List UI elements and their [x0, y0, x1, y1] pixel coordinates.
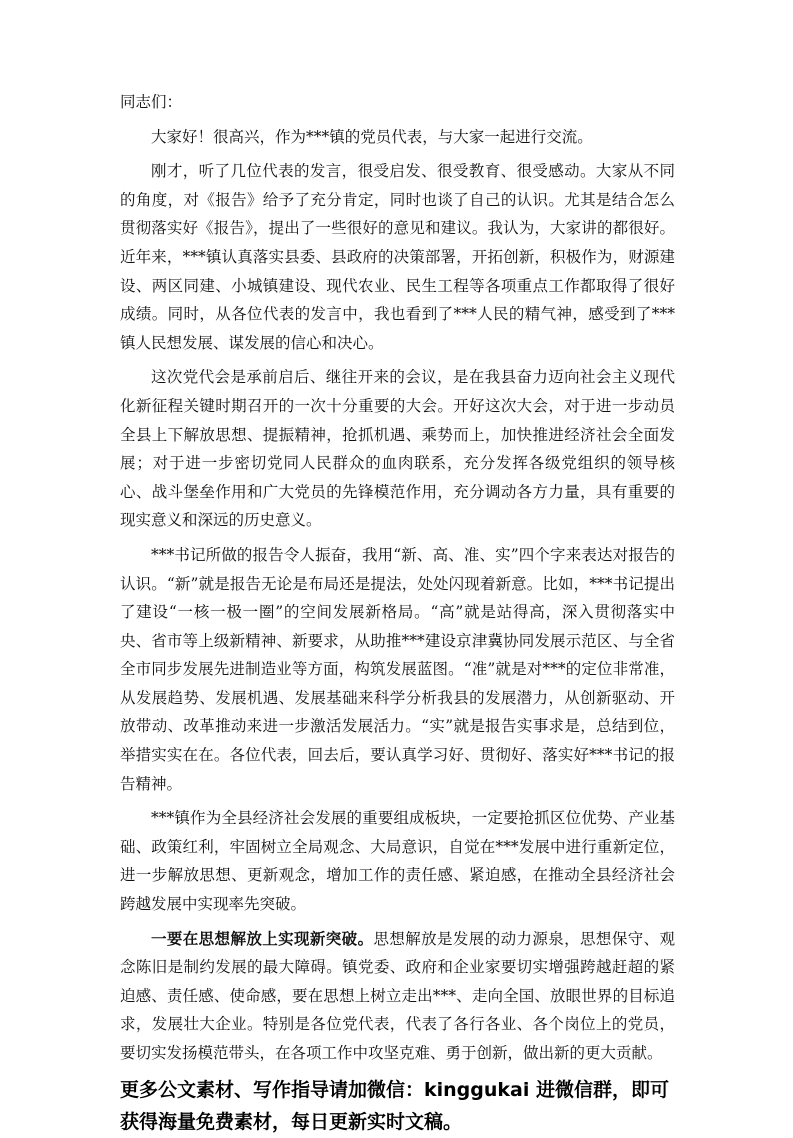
paragraph-greeting [120, 123, 675, 152]
salutation: 同志们： [120, 93, 183, 111]
paragraph-text: 这次党代会是承前启后、继往开来的会议，是在我县奋力迈向社会主义现代化新征程关键时期召开的一次十分重要的大会。开好这次大会，对于进一步动员全县上下解放思想、提振精神，抢抓机遇、乘势而上，加快推进经济社会全面发展；对于进一步密切党同人民群众的血肉联系，充分发挥各级党组织的领导核心、战斗堡垒作用和广大党员的先锋模范作用，充分调动各方力量，具有重要的现实意义和深远的历史意义。 [120, 368, 675, 530]
document-body [120, 88, 675, 1138]
paragraph-text: 思想解放是发展的动力源泉，思想保守、观念陈旧是制约发展的最大障碍。镇党委、政府和企业家要切实增强跨越赶超的紧迫感、责任感、使命感，要在思想上树立走出***、走向全国、放眼世界的目标追求，发展壮大企业。特别是各位党代表，代表了各行各业、各个岗位上的党员，要切实发扬模范带头，在各项工作中攻坚克难、勇于创新，做出新的更大贡献。 [120, 929, 675, 1062]
paragraph-town-role [120, 804, 675, 918]
paragraph-report-review [120, 541, 675, 798]
paragraph-text: 大家好！很高兴，作为***镇的党员代表，与大家一起进行交流。 [151, 127, 593, 146]
paragraph-text: ***书记所做的报告令人振奋，我用“新、高、准、实”四个字来表达对报告的认识。“新”就是报告无论是布局还是提法，处处闪现着新意。比如，***书记提出了建设“一核一极一圈”的空间发展新格局。“高”就是站得高，深入贯彻落实中央、省市等上级新精神、新要求，从助推***建设京津冀协同发展示范区、与全省全市同步发展先进制造业等方面，构筑发展蓝图。“准”就是对***的定位非常准，从发展趋势、发展机遇、发展基础来科学分析我县的发展潜力，从创新驱动、开放带动、改革推动来进一步激活发展活力。“实”就是报告实事求是，总结到位，举措实实在在。各位代表，回去后，要认真学习好、贯彻好、落实好***书记的报告精神。 [120, 545, 675, 793]
paragraph-text: 刚才，听了几位代表的发言，很受启发、很受教育、很受感动。大家从不同的角度，对《报告》给予了充分肯定，同时也谈了自己的认识。尤其是结合怎么贯彻落实好《报告》，提出了一些很好的意见和建议。我认为，大家讲的都很好。近年来，***镇认真落实县委、县政府的决策部署，开拓创新，积极作为，财源建设、两区同建、小城镇建设、现代农业、民生工程等各项重点工作都取得了很好成绩。同时，从各位代表的发言中，我也看到了***人民的精气神，感受到了***镇人民想发展、谋发展的信心和决心。 [120, 162, 675, 352]
paragraph-text: ***镇作为全县经济社会发展的重要组成板块，一定要抢抓区位优势、产业基础、政策红利，牢固树立全局观念、大局意识，自觉在***发展中进行重新定位，进一步解放思想、更新观念，增加工作的责任感、紧迫感，在推动全县经济社会跨越发展中实现率先突破。 [120, 809, 675, 914]
promo-notice: 更多公文素材、写作指导请加微信：kinggukai 进微信群，即可获得海量免费素材，每日更新实时文稿。 [120, 1078, 669, 1133]
paragraph-thought-liberation [120, 925, 675, 1068]
paragraph-feedback [120, 157, 675, 357]
paragraph-congress-significance [120, 363, 675, 535]
paragraph-lead: 一要在思想解放上实现新突破。 [151, 928, 374, 948]
